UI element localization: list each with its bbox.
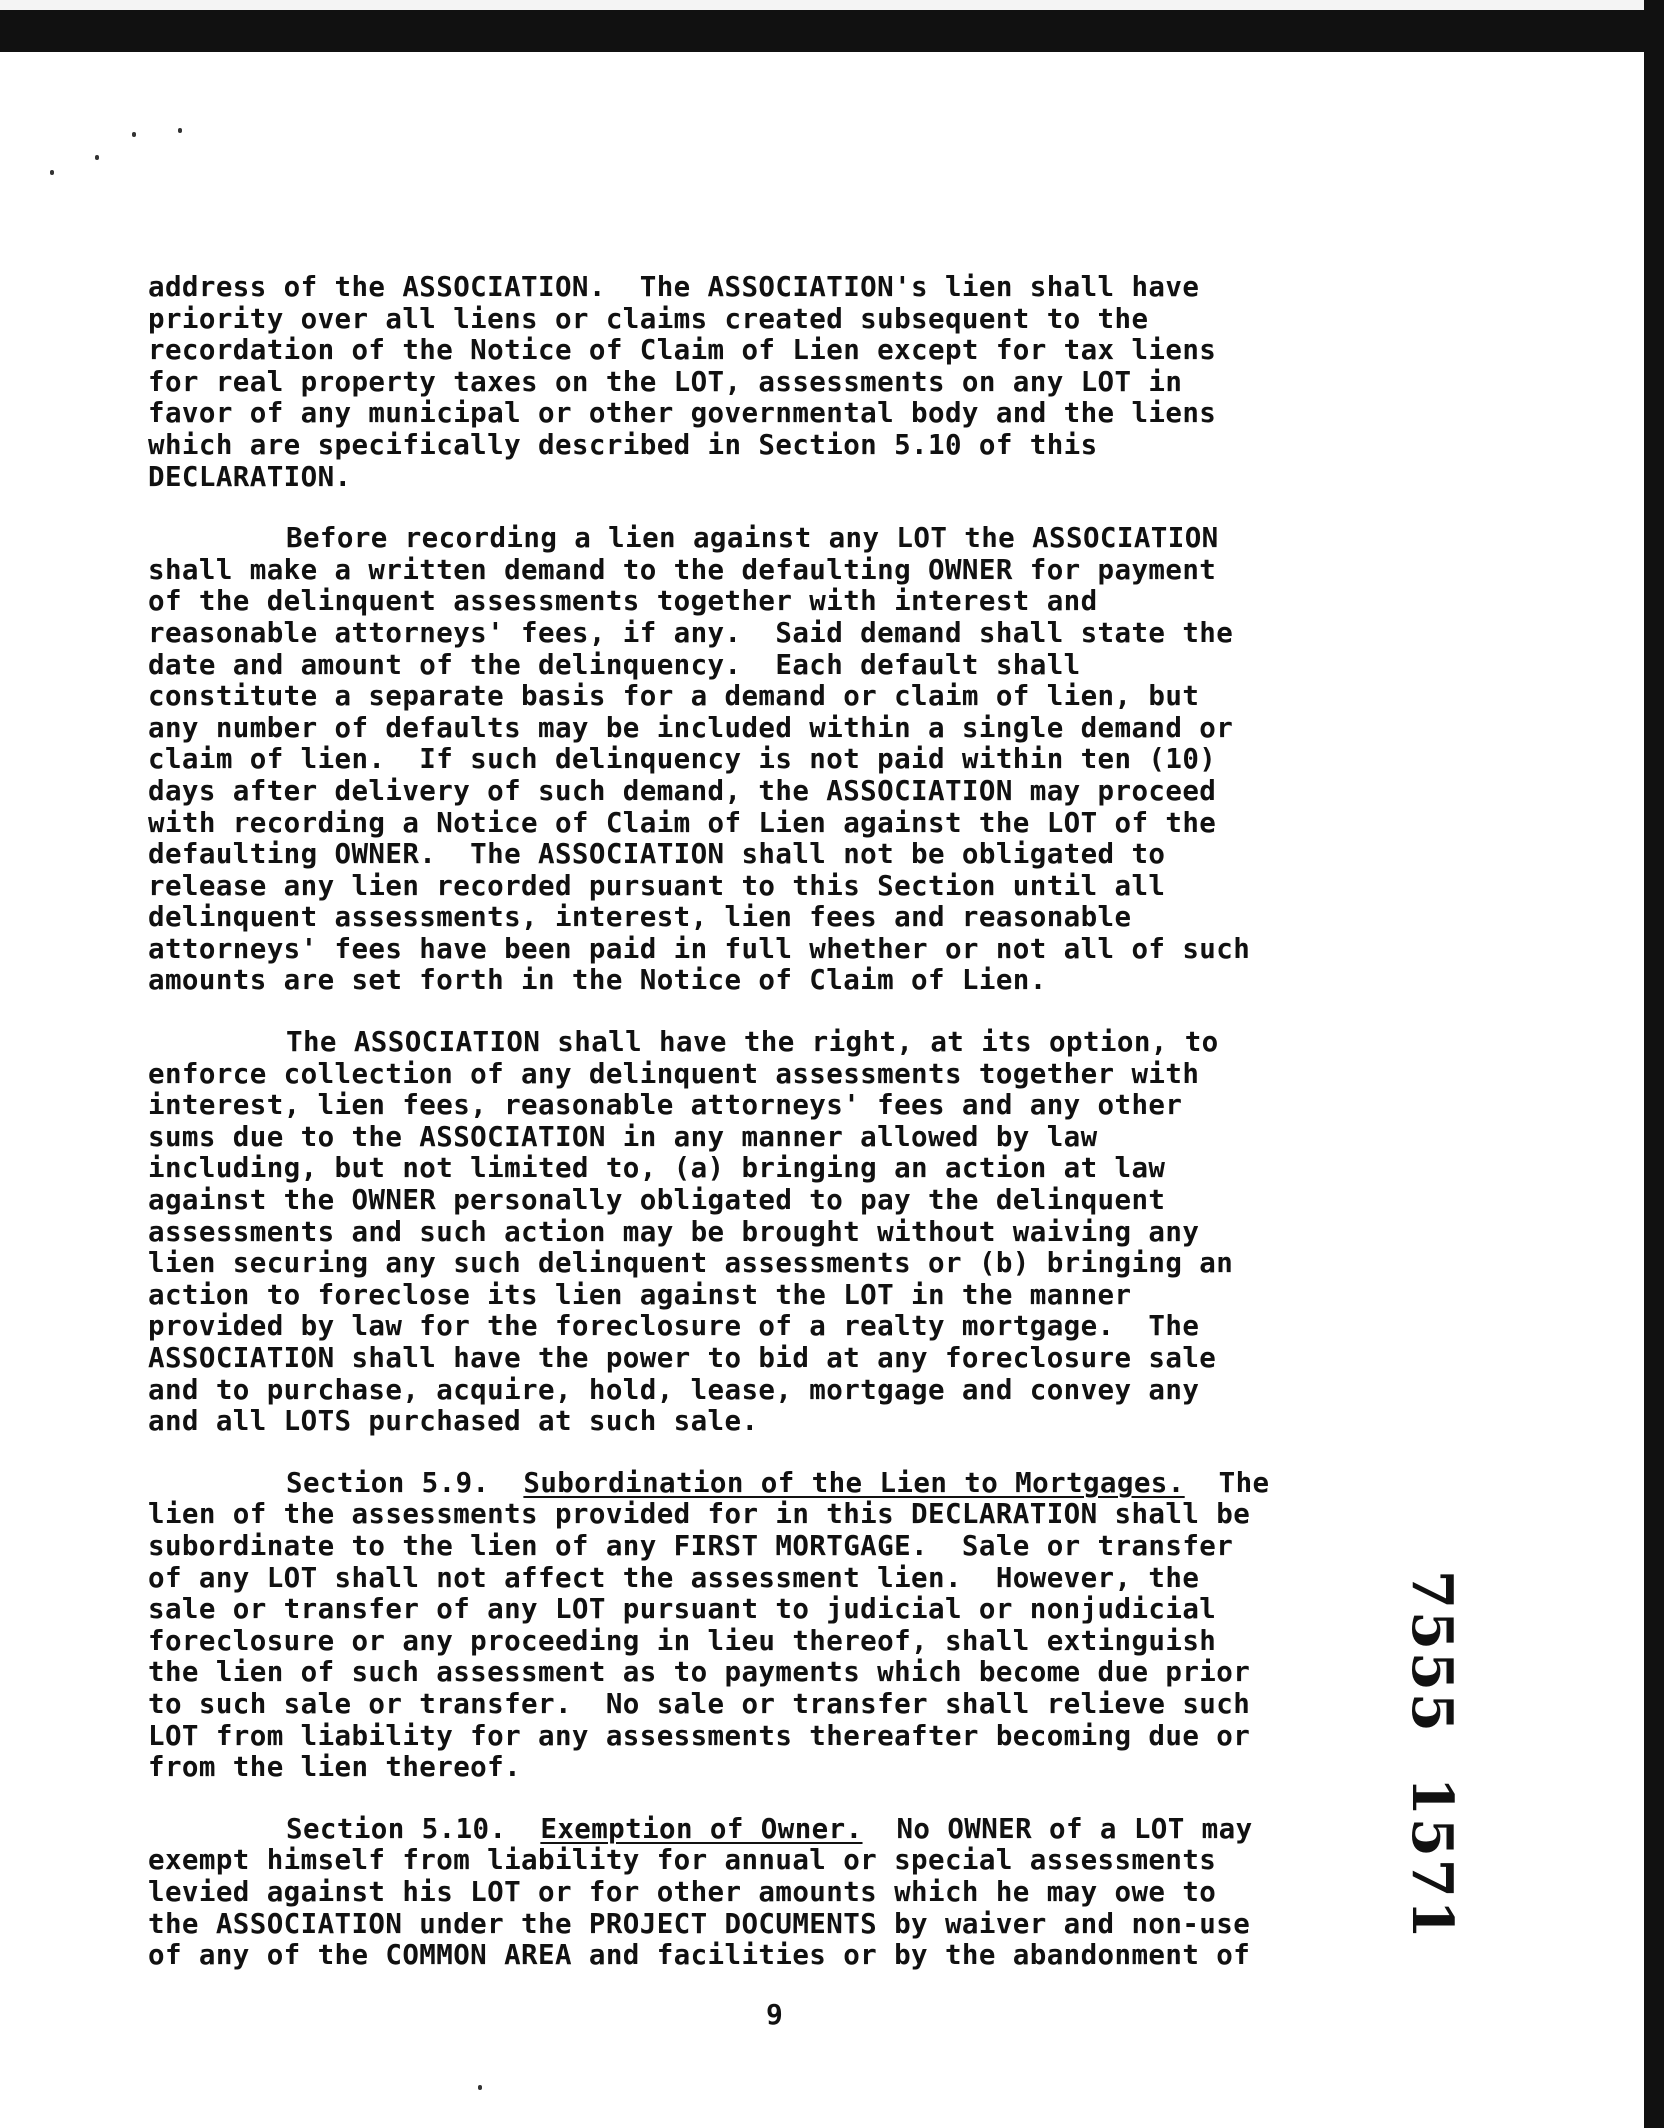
text-line: assessments and such action may be brought without waiving any bbox=[148, 1215, 1200, 1248]
text-line: exempt himself from liability for annual or special assessments bbox=[148, 1844, 1217, 1877]
section-5-10 bbox=[148, 1814, 1418, 1972]
text-line: of the delinquent assessments together with interest and bbox=[148, 585, 1098, 618]
text-line: of any LOT shall not affect the assessment lien. However, the bbox=[148, 1561, 1200, 1594]
section-heading-line bbox=[148, 1468, 1418, 1500]
paragraph-gap bbox=[148, 997, 1418, 1027]
text-line: sale or transfer of any LOT pursuant to judicial or nonjudicial bbox=[148, 1593, 1217, 1626]
section-number: Section 5.10. bbox=[286, 1812, 541, 1845]
scan-speck bbox=[178, 128, 182, 133]
text-line: including, but not limited to, (a) bringing an action at law bbox=[148, 1152, 1166, 1185]
scan-speck bbox=[132, 132, 136, 137]
section-title: Subordination of the Lien to Mortgages. bbox=[523, 1466, 1185, 1499]
text-line: LOT from liability for any assessments thereafter becoming due or bbox=[148, 1719, 1251, 1752]
text-line: attorneys' fees have been paid in full whether or not all of such bbox=[148, 932, 1251, 965]
text-line: any number of defaults may be included within a single demand or bbox=[148, 711, 1234, 744]
text-line: release any lien recorded pursuant to this Section until all bbox=[148, 869, 1166, 902]
side-record-number: 7555 1571 bbox=[1399, 1570, 1465, 1941]
text-line: ASSOCIATION shall have the power to bid at any foreclosure sale bbox=[148, 1342, 1217, 1374]
section-5-9 bbox=[148, 1468, 1418, 1784]
paragraph-gap bbox=[148, 1438, 1418, 1468]
scan-right-border bbox=[1644, 0, 1664, 2128]
text-line: and all LOTS purchased at such sale. bbox=[148, 1405, 759, 1438]
text-line: from the lien thereof. bbox=[148, 1751, 522, 1784]
text-line: lien securing any such delinquent assessments or (b) bringing an bbox=[148, 1247, 1234, 1280]
section-title: Exemption of Owner. bbox=[540, 1812, 863, 1845]
text-line: The ASSOCIATION shall have the right, at its option, to bbox=[286, 1026, 1219, 1059]
text-line: to such sale or transfer. No sale or transfer shall relieve such bbox=[148, 1687, 1251, 1720]
text-line: shall make a written demand to the defaulting OWNER for payment bbox=[148, 553, 1217, 586]
text-line: claim of lien. If such delinquency is not paid within ten (10) bbox=[148, 743, 1217, 776]
text-line: reasonable attorneys' fees, if any. Said demand shall state the bbox=[148, 616, 1234, 649]
text-line: foreclosure or any proceeding in lieu thereof, shall extinguish bbox=[148, 1624, 1217, 1657]
text-line: address of the ASSOCIATION. The ASSOCIATION's lien shall have bbox=[148, 271, 1200, 303]
text-line: lien of the assessments provided for in this DECLARATION shall be bbox=[148, 1498, 1251, 1531]
section-heading-rest: No OWNER of a LOT may bbox=[862, 1812, 1253, 1845]
paragraph-written-demand bbox=[148, 523, 1418, 997]
text-line: the ASSOCIATION under the PROJECT DOCUMENTS by waiver and non-use bbox=[148, 1907, 1251, 1940]
text-line: priority over all liens or claims created subsequent to the bbox=[148, 302, 1149, 335]
text-line: and to purchase, acquire, hold, lease, mortgage and convey any bbox=[148, 1373, 1200, 1406]
text-line: delinquent assessments, interest, lien fees and reasonable bbox=[148, 901, 1132, 934]
text-line: days after delivery of such demand, the ASSOCIATION may proceed bbox=[148, 774, 1217, 807]
text-line: interest, lien fees, reasonable attorneys' fees and any other bbox=[148, 1089, 1183, 1122]
text-line: subordinate to the lien of any FIRST MORTGAGE. Sale or transfer bbox=[148, 1529, 1234, 1562]
section-number: Section 5.9. bbox=[286, 1466, 524, 1499]
scan-speck bbox=[95, 155, 99, 160]
text-line: amounts are set forth in the Notice of Claim of Lien. bbox=[148, 964, 1047, 997]
text-line: for real property taxes on the LOT, assessments on any LOT in bbox=[148, 365, 1183, 398]
text-line: the lien of such assessment as to payments which become due prior bbox=[148, 1656, 1251, 1689]
page-number: 9 bbox=[766, 1998, 783, 2031]
text-line: sums due to the ASSOCIATION in any manner allowed by law bbox=[148, 1120, 1098, 1153]
scan-top-edge bbox=[0, 0, 1664, 10]
text-line: enforce collection of any delinquent assessments together with bbox=[148, 1057, 1200, 1090]
paragraph-gap bbox=[148, 493, 1418, 523]
section-heading-rest: The bbox=[1184, 1466, 1270, 1499]
text-line: of any of the COMMON AREA and facilities or by the abandonment of bbox=[148, 1939, 1251, 1972]
text-line: action to foreclose its lien against the LOT in the manner bbox=[148, 1278, 1132, 1311]
text-line: against the OWNER personally obligated to pay the delinquent bbox=[148, 1184, 1166, 1217]
text-line: Before recording a lien against any LOT the ASSOCIATION bbox=[286, 522, 1219, 555]
section-heading-line bbox=[148, 1814, 1418, 1846]
text-line: levied against his LOT or for other amounts which he may owe to bbox=[148, 1875, 1217, 1908]
text-line: constitute a separate basis for a demand or claim of lien, but bbox=[148, 680, 1200, 713]
text-line: favor of any municipal or other governmental body and the liens bbox=[148, 397, 1217, 430]
text-line: recordation of the Notice of Claim of Lien except for tax liens bbox=[148, 334, 1217, 367]
paragraph-lien-priority bbox=[148, 272, 1418, 493]
text-line: provided by law for the foreclosure of a realty mortgage. The bbox=[148, 1310, 1200, 1343]
paragraph-enforcement bbox=[148, 1027, 1418, 1438]
paragraph-gap bbox=[148, 1784, 1418, 1814]
text-line: defaulting OWNER. The ASSOCIATION shall not be obligated to bbox=[148, 838, 1166, 871]
scan-speck bbox=[50, 170, 54, 175]
scan-speck bbox=[478, 2085, 482, 2090]
text-line: date and amount of the delinquency. Each default shall bbox=[148, 648, 1081, 681]
text-line: which are specifically described in Section 5.10 of this bbox=[148, 428, 1098, 461]
text-line: with recording a Notice of Claim of Lien against the LOT of the bbox=[148, 806, 1217, 839]
document-body bbox=[148, 272, 1418, 1972]
text-line: DECLARATION. bbox=[148, 460, 352, 493]
